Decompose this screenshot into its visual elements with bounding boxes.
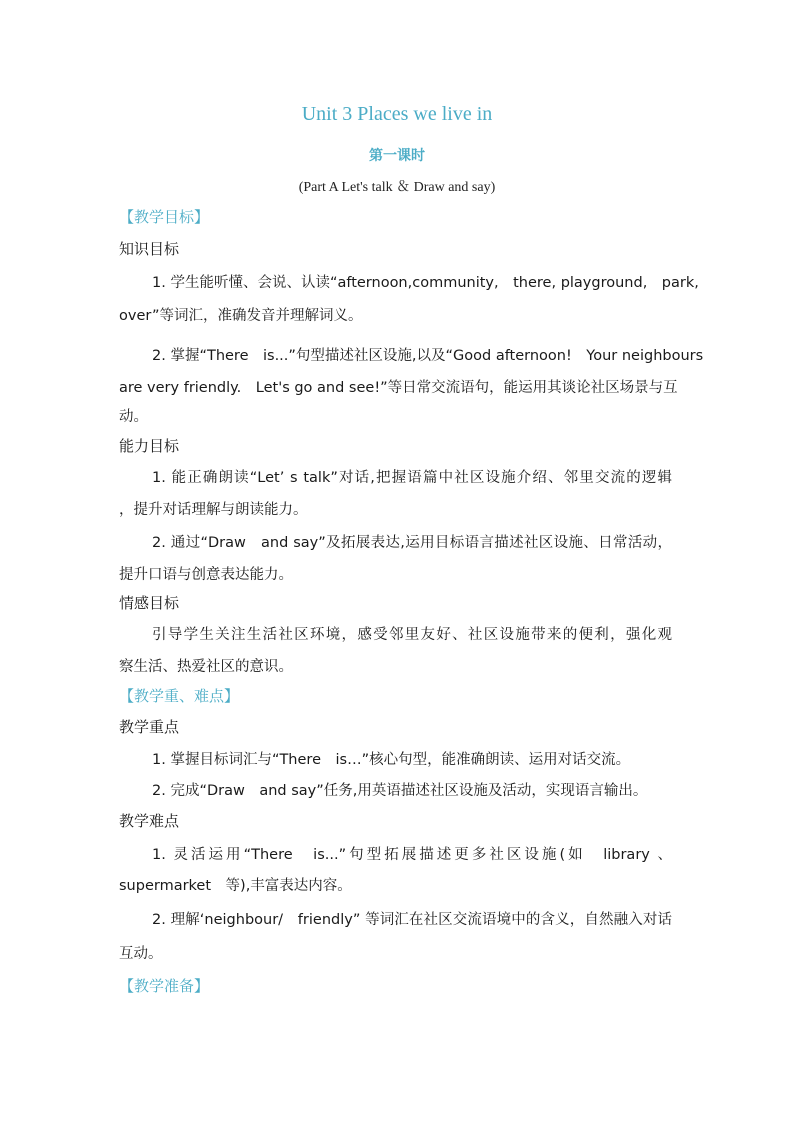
focus-item-1: 1. 掌握目标词汇与“There is…”核心句型，能准确朗读、运用对话交流。 bbox=[152, 752, 631, 768]
ability-item-1-line-1: 1. 能正确朗读“Let’ s talk”对话,把握语篇中社区设施介绍、邻里交流的逻辑 bbox=[152, 470, 672, 486]
difficulty-heading: 教学难点 bbox=[119, 812, 180, 830]
emotion-heading: 情感目标 bbox=[119, 594, 180, 612]
focus-heading: 教学重点 bbox=[119, 718, 180, 736]
difficulty-item-1-line-1: 1. 灵活运用“There is...”句型拓展描述更多社区设施(如 library 、 bbox=[152, 847, 672, 863]
preparation-heading: 【教学准备】 bbox=[119, 977, 210, 995]
difficulty-item-2-line-2: 互动。 bbox=[119, 946, 163, 962]
focus-item-2: 2. 完成“Draw and say”任务,用英语描述社区设施及活动，实现语言输出。 bbox=[152, 783, 648, 799]
unit-title: Unit 3 Places we live in bbox=[301, 103, 493, 125]
ability-item-1-line-2: ，提升对话理解与朗读能力。 bbox=[119, 502, 308, 518]
knowledge-item-1-line-2: over”等词汇，准确发音并理解词义。 bbox=[119, 308, 363, 324]
ability-item-2-line-1: 2. 通过“Draw and say”及拓展表达,运用目标语言描述社区设施、日常活动， bbox=[152, 535, 672, 551]
knowledge-item-2-line-2: are very friendly. Let's go and see!”等日常交流语句，能运用其谈论社区场景与互 bbox=[119, 380, 678, 396]
lesson-label: 第一课时 bbox=[369, 148, 425, 164]
emotion-line-2: 察生活、热爱社区的意识。 bbox=[119, 659, 293, 675]
key-points-heading: 【教学重、难点】 bbox=[119, 687, 240, 705]
ability-heading: 能力目标 bbox=[119, 437, 180, 455]
difficulty-item-2-line-1: 2. 理解‘neighbour/ friendly” 等词汇在社区交流语境中的含义，自然融入对话 bbox=[152, 912, 672, 928]
ability-item-2-line-2: 提升口语与创意表达能力。 bbox=[119, 567, 293, 583]
objectives-heading: 【教学目标】 bbox=[119, 208, 210, 226]
knowledge-item-2-line-3: 动。 bbox=[119, 409, 148, 425]
knowledge-heading: 知识目标 bbox=[119, 240, 180, 258]
knowledge-item-2-line-1: 2. 掌握“There is...”句型描述社区设施,以及“Good afternoon! Your neighbours bbox=[152, 348, 704, 364]
knowledge-item-1-line-1: 1. 学生能听懂、会说、认读“afternoon,community, there, playground, park, bbox=[152, 275, 699, 291]
emotion-line-1: 引导学生关注生活社区环境，感受邻里友好、社区设施带来的便利，强化观 bbox=[152, 627, 672, 643]
part-label: (Part A Let's talk ＆ Draw and say) bbox=[298, 180, 496, 195]
difficulty-item-1-line-2: supermarket 等),丰富表达内容。 bbox=[119, 878, 352, 894]
